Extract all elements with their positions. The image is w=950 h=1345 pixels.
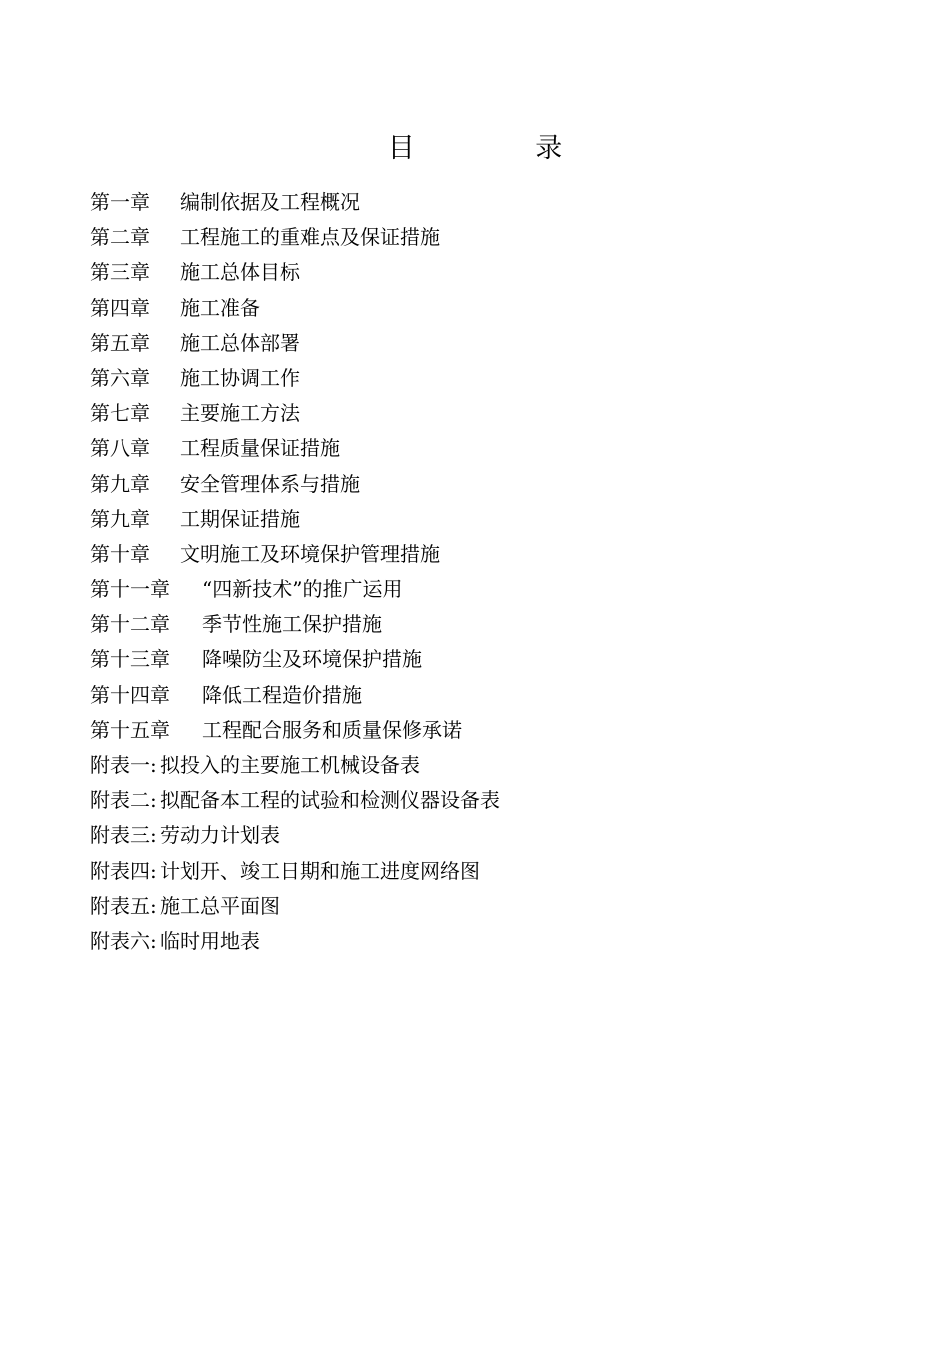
appendix-item [90,783,890,818]
appendix-separator: : [150,858,157,883]
appendix-separator: : [150,823,157,848]
toc-item [90,678,890,713]
appendix-number: 附表四 [90,858,150,883]
toc-item [90,396,890,431]
toc-item [90,185,890,220]
toc-item-text: 季节性施工保护措施 [202,612,382,637]
toc-item-number: 第一章 [90,190,150,214]
toc-item [90,713,890,748]
toc-item [90,502,890,537]
toc-item [90,361,890,396]
toc-item-text: 工程施工的重难点及保证措施 [180,225,440,250]
toc-item-number: 第十章 [90,541,150,566]
appendix-text: 施工总平面图 [160,893,280,918]
toc-item [90,255,890,290]
toc-item-text: 工程配合服务和质量保修承诺 [202,717,462,742]
page-title-text: 目 录 [387,133,619,164]
toc-item-number: 第五章 [90,330,150,355]
toc-item-number: 第十二章 [90,612,170,637]
appendix-item [90,748,890,783]
toc-item-number: 第十五章 [90,717,170,742]
appendix-item [90,854,890,889]
appendix-number: 附表三 [90,823,150,848]
toc-item-text: 施工总体目标 [180,260,300,285]
toc-item-text: 编制依据及工程概况 [180,190,360,214]
toc-item-text: 工期保证措施 [180,506,300,531]
appendix-separator: : [150,928,157,953]
appendix-number: 附表二 [90,788,150,813]
toc-item-text: 文明施工及环境保护管理措施 [180,541,440,566]
toc-item-text: 降低工程造价措施 [202,682,362,707]
appendix-item [90,889,890,924]
page-title [0,131,950,167]
toc-item-number: 第十三章 [90,647,170,672]
appendix-item [90,924,890,959]
toc-item-number: 第八章 [90,436,150,461]
toc-item-number: 第四章 [90,295,150,320]
appendix-text: 临时用地表 [160,928,260,953]
toc-item [90,642,890,677]
appendix-separator: : [150,753,157,777]
toc-item-text: 安全管理体系与措施 [180,471,360,496]
toc-item-text: 施工总体部署 [180,330,300,355]
toc-item-number: 第二章 [90,225,150,250]
appendix-separator: : [150,788,157,813]
appendix-number: 附表一 [90,753,150,777]
toc-item-text: “四新技术”的推广运用 [202,577,403,602]
toc-item-number: 第三章 [90,260,150,285]
toc-item-text: 降噪防尘及环境保护措施 [202,647,422,672]
toc-item-number: 第七章 [90,401,150,426]
appendix-text: 拟投入的主要施工机械设备表 [160,753,420,777]
toc-item-text: 施工协调工作 [180,365,300,390]
appendix-number: 附表六 [90,928,150,953]
toc-item [90,537,890,572]
toc-item [90,220,890,255]
appendix-separator: : [150,893,157,918]
toc-item [90,326,890,361]
toc-item [90,291,890,326]
toc-item-text: 工程质量保证措施 [180,436,340,461]
toc-item-number: 第十四章 [90,682,170,707]
appendix-item [90,818,890,853]
appendix-text: 计划开、竣工日期和施工进度网络图 [160,858,480,883]
toc-item-number: 第六章 [90,365,150,390]
toc-item-text: 主要施工方法 [180,401,300,426]
toc-item-number: 第十一章 [90,577,170,602]
toc-item-text: 施工准备 [180,295,260,320]
toc-item [90,607,890,642]
appendix-text: 拟配备本工程的试验和检测仪器设备表 [160,788,500,813]
table-of-contents [90,185,890,959]
toc-item [90,431,890,466]
toc-item [90,467,890,502]
toc-item-number: 第九章 [90,471,150,496]
toc-item [90,572,890,607]
appendix-number: 附表五 [90,893,150,918]
toc-item-number: 第九章 [90,506,150,531]
appendix-text: 劳动力计划表 [160,823,280,848]
